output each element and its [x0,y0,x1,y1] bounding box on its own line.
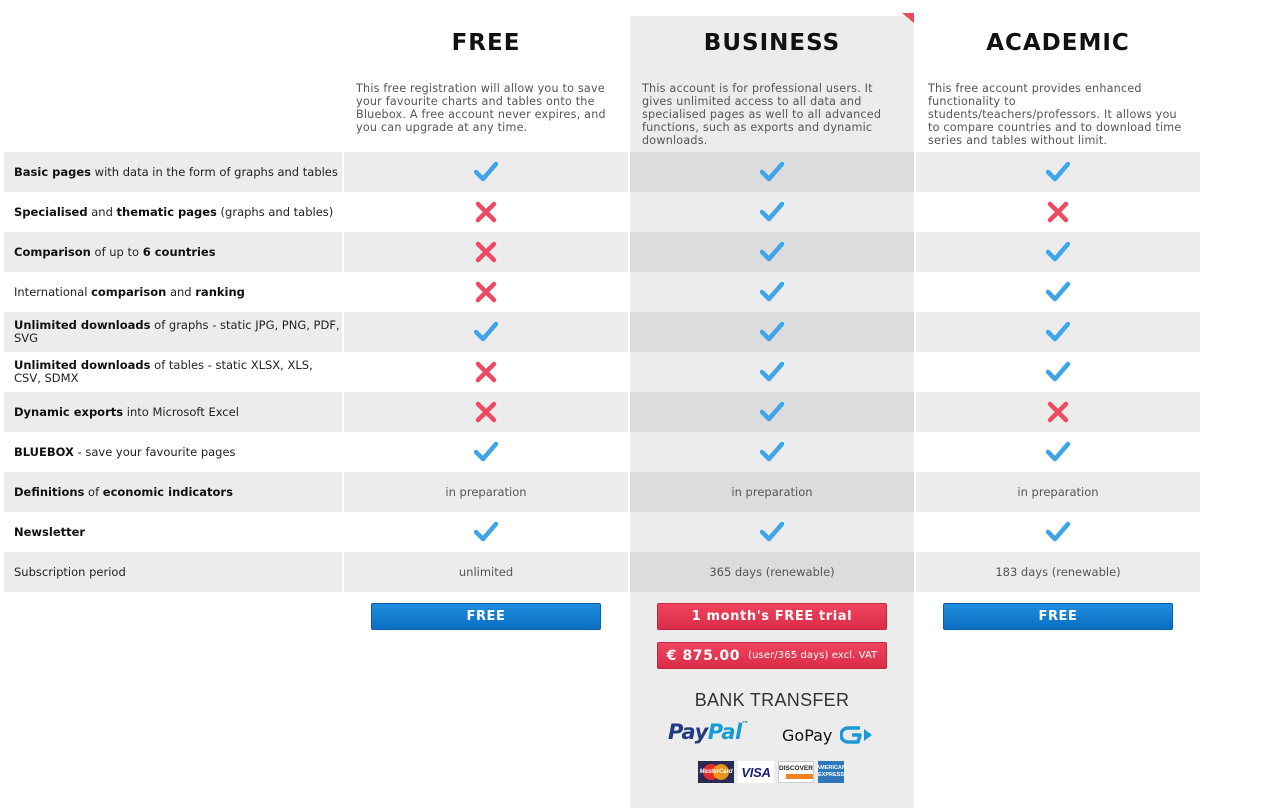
feature-row [4,192,1200,232]
bank-transfer-label: BANK TRANSFER [694,690,850,710]
check-icon [916,272,1200,312]
check-icon [916,352,1200,392]
free-signup-button[interactable]: FREE [371,603,601,630]
check-icon [344,512,628,552]
feature-value: in preparation [916,472,1200,512]
plan-header-business [630,22,914,147]
check-icon [630,152,914,192]
feature-label: Comparison of up to 6 countries [4,232,342,272]
feature-row [4,312,1200,352]
card-logos [698,761,844,783]
check-icon [630,392,914,432]
feature-label: Newsletter [4,512,342,552]
visa-icon: VISA [738,761,774,783]
cross-icon [916,392,1200,432]
gopay-g-icon [840,724,874,746]
check-icon [630,512,914,552]
feature-row [4,432,1200,472]
check-icon [630,432,914,472]
discover-icon: DISCOVER [778,761,814,783]
plan-title: FREE [451,30,521,56]
check-icon [916,512,1200,552]
feature-comparison-table [4,152,1200,592]
feature-label: Dynamic exports into Microsoft Excel [4,392,342,432]
feature-value: in preparation [344,472,628,512]
feature-value: 365 days (renewable) [630,552,914,592]
paypal-logo: PayPal™ [668,720,749,744]
cross-icon [344,232,628,272]
check-icon [916,232,1200,272]
check-icon [630,192,914,232]
check-icon [630,232,914,272]
academic-signup-button[interactable]: FREE [943,603,1173,630]
cross-icon [344,352,628,392]
feature-label: Unlimited downloads of graphs - static JPG, PNG, PDF, SVG [4,312,342,352]
feature-value: 183 days (renewable) [916,552,1200,592]
cross-icon [344,192,628,232]
cross-icon [344,392,628,432]
check-icon [916,312,1200,352]
plan-title: BUSINESS [703,30,841,56]
feature-row [4,472,1200,512]
price-note: (user/365 days) excl. VAT [748,650,878,661]
check-icon [344,152,628,192]
check-icon [630,312,914,352]
plan-description: This account is for professional users. It gives unlimited access to all data and specialised pages as well to all advanced functions, such as exports and dynamic downloads. [642,82,882,147]
feature-label: Basic pages with data in the form of graphs and tables [4,152,342,192]
cross-icon [344,272,628,312]
amex-icon: AMERICAN EXPRESS [818,761,844,783]
feature-row [4,392,1200,432]
feature-row [4,232,1200,272]
plan-description: This free account provides enhanced functionality to students/teachers/professors. It allows you to compare countries and to download time series and tables without limit. [928,82,1182,147]
feature-value: in preparation [630,472,914,512]
gopay-logo: GoPay [782,724,874,746]
price-amount: € 875.00 [666,647,741,664]
plan-title: ACADEMIC [986,30,1130,56]
plan-description: This free registration will allow you to save your favourite charts and tables onto the Bluebox. A free account never expires, and you can upgrade at any time. [356,82,606,134]
check-icon [344,312,628,352]
feature-label: International comparison and ranking [4,272,342,312]
feature-row [4,512,1200,552]
cross-icon [916,192,1200,232]
feature-value: unlimited [344,552,628,592]
feature-label: Subscription period [4,552,342,592]
feature-row [4,272,1200,312]
feature-row [4,552,1200,592]
plan-header-academic [916,22,1200,147]
check-icon [916,152,1200,192]
check-icon [630,272,914,312]
feature-label: BLUEBOX - save your favourite pages [4,432,342,472]
feature-label: Definitions of economic indicators [4,472,342,512]
business-trial-button[interactable]: 1 month's FREE trial [657,603,887,630]
feature-label: Specialised and thematic pages (graphs and tables) [4,192,342,232]
feature-row [4,352,1200,392]
plan-header-free [344,22,628,134]
feature-row [4,152,1200,192]
business-buy-button[interactable] [657,642,887,669]
check-icon [630,352,914,392]
check-icon [344,432,628,472]
mastercard-icon: MasterCard [698,761,734,783]
check-icon [916,432,1200,472]
feature-label: Unlimited downloads of tables - static XLSX, XLS, CSV, SDMX [4,352,342,392]
